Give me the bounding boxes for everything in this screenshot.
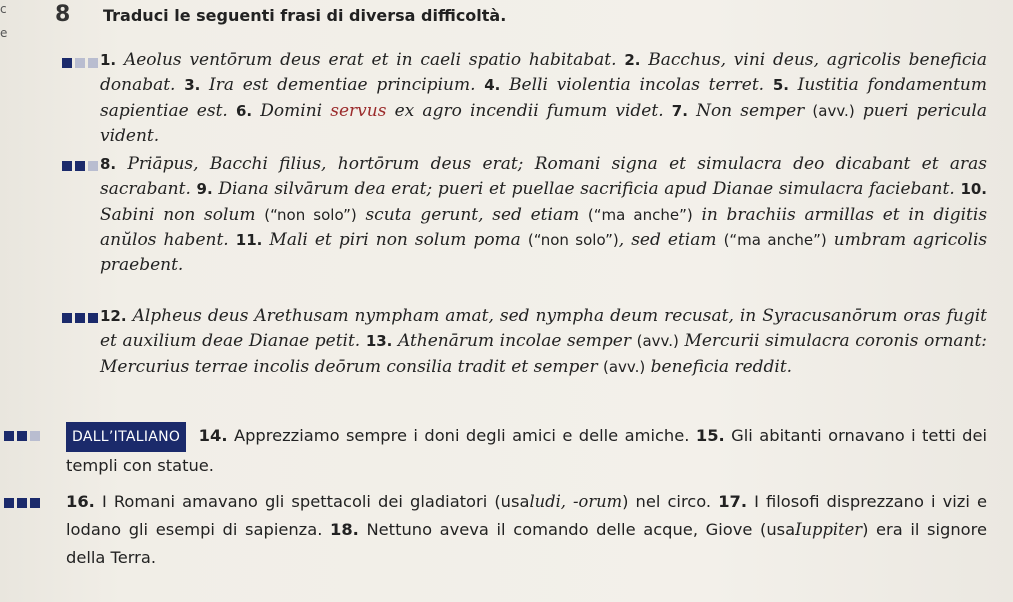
difficulty-square <box>30 431 40 441</box>
sentence-group-3 <box>100 304 987 380</box>
italian-sentence: I filosofi disprezzano i vizi e lodano gli esempi di sapienza. <box>66 492 987 539</box>
difficulty-square <box>62 58 72 68</box>
sentence-number: 7. <box>671 101 688 120</box>
difficulty-square <box>88 161 98 171</box>
sentence-number: 9. <box>196 180 213 199</box>
italian-group-2 <box>66 488 987 572</box>
difficulty-square <box>30 498 40 508</box>
sentence-number: 4. <box>484 76 501 95</box>
difficulty-square <box>62 161 72 171</box>
exercise-number: 8 <box>55 2 71 27</box>
sentence-group-2 <box>100 152 987 278</box>
difficulty-square <box>62 313 72 323</box>
sentence-number: 6. <box>236 101 253 120</box>
sentence-number: 15. <box>695 426 725 445</box>
latin-sentence: umbram agricolis praebent. <box>100 229 988 276</box>
difficulty-square <box>4 431 14 441</box>
sentence-number: 3. <box>184 76 201 95</box>
italian-sentence: Apprezziamo sempre i doni degli amici e delle amiche. <box>233 426 690 445</box>
difficulty-indicator-2 <box>62 160 98 171</box>
sentence-number: 17. <box>718 492 748 511</box>
hint-note: (“non solo”) <box>527 230 619 249</box>
hint-note: (“ma anche”) <box>723 230 827 249</box>
sentence-number: 2. <box>624 51 641 69</box>
difficulty-indicator-1 <box>62 57 98 68</box>
margin-mark: e <box>0 26 8 40</box>
hint-note: (“non solo”) <box>264 205 357 224</box>
latin-sentence: Mali et piri non solum poma <box>269 229 521 250</box>
latin-sentence: Domini <box>260 100 323 121</box>
italian-sentence: Gli abitanti ornavano i tetti dei templi con statue. <box>66 426 988 475</box>
italian-sentence: Nettuno aveva il comando delle acque, Giove (usa <box>366 520 796 539</box>
latin-hint: Iuppiter <box>795 520 863 539</box>
sentence-number: 12. <box>100 307 127 325</box>
difficulty-square <box>75 58 85 68</box>
difficulty-indicator-5 <box>4 497 40 508</box>
latin-sentence: beneficia reddit. <box>650 356 793 377</box>
hint-note: (“ma anche”) <box>587 205 693 224</box>
sentence-number: 18. <box>330 520 359 539</box>
sentence-number: 1. <box>100 51 117 69</box>
latin-sentence: pueri pericula vident. <box>100 100 988 146</box>
latin-sentence: Iustitia fondamentum sapientiae est. <box>100 75 987 121</box>
sentence-group-1 <box>100 48 987 149</box>
difficulty-square <box>4 498 14 508</box>
difficulty-square <box>88 58 98 68</box>
difficulty-indicator-3 <box>62 312 98 323</box>
italian-group-1 <box>66 422 987 480</box>
sentence-number: 16. <box>66 492 95 511</box>
latin-sentence: Bacchus, vini deus, agricolis beneficia donabat. <box>100 50 987 96</box>
latin-sentence: Diana silvārum dea erat; pueri et puellae sacrificia apud Dianae simulacra faciebant. <box>218 179 955 200</box>
latin-hint: ludi, -orum <box>529 492 623 511</box>
sentence-number: 11. <box>235 230 263 249</box>
italian-sentence: ) era il signore della Terra. <box>66 520 987 567</box>
latin-sentence: Aeolus ventōrum deus erat et in caeli spatio habitabat. <box>123 50 617 70</box>
latin-sentence: Mercurii simulacra coronis ornant: Mercurius terrae incolis deōrum consilia tradit et semper <box>100 331 988 377</box>
latin-sentence: Alpheus deus Arethusam nympham amat, sed nympha deum recusat, in Syracusanōrum oras fugit et auxilium deae Dianae petit. <box>100 306 987 352</box>
latin-sentence: Ira est dementiae principium. <box>209 75 476 96</box>
italian-sentence: I Romani amavano gli spettacoli dei gladiatori (usa <box>101 492 530 511</box>
italian-sentence: ) nel circo. <box>622 492 712 511</box>
latin-sentence: Non semper <box>696 100 805 121</box>
difficulty-square <box>75 313 85 323</box>
difficulty-indicator-4 <box>4 430 40 441</box>
latin-sentence: scuta gerunt, sed etiam <box>365 204 580 225</box>
latin-sentence: Priāpus, Bacchi filius, hortōrum deus erat; Romani signa et simulacra deo dicabant et aras sacrabant. <box>100 154 987 200</box>
sentence-number: 10. <box>960 180 988 199</box>
sentence-number: 13. <box>365 332 393 351</box>
latin-sentence: ex agro incendii fumum videt. <box>394 100 664 121</box>
margin-mark: c <box>0 2 7 16</box>
exercise-title: Traduci le seguenti frasi di diversa difficoltà. <box>103 6 507 25</box>
difficulty-square <box>17 431 27 441</box>
sentence-number: 5. <box>772 76 789 95</box>
hint-note: (avv.) <box>812 101 855 120</box>
difficulty-square <box>75 161 85 171</box>
latin-sentence: Sabini non solum <box>100 204 256 225</box>
latin-sentence: , sed etiam <box>618 229 717 250</box>
section-badge: DALL’ITALIANO <box>66 422 186 452</box>
latin-sentence: in brachiis armillas et in digitis anŭlos habent. <box>100 204 988 250</box>
difficulty-square <box>88 313 98 323</box>
sentence-number: 14. <box>198 426 228 445</box>
latin-sentence: Athenārum incolae semper <box>397 331 631 352</box>
sentence-number: 8. <box>100 155 117 173</box>
latin-sentence: Belli violentia incolas terret. <box>509 75 765 96</box>
highlighted-word: servus <box>330 100 387 121</box>
difficulty-square <box>17 498 27 508</box>
hint-note: (avv.) <box>636 332 679 351</box>
hint-note: (avv.) <box>602 357 646 376</box>
